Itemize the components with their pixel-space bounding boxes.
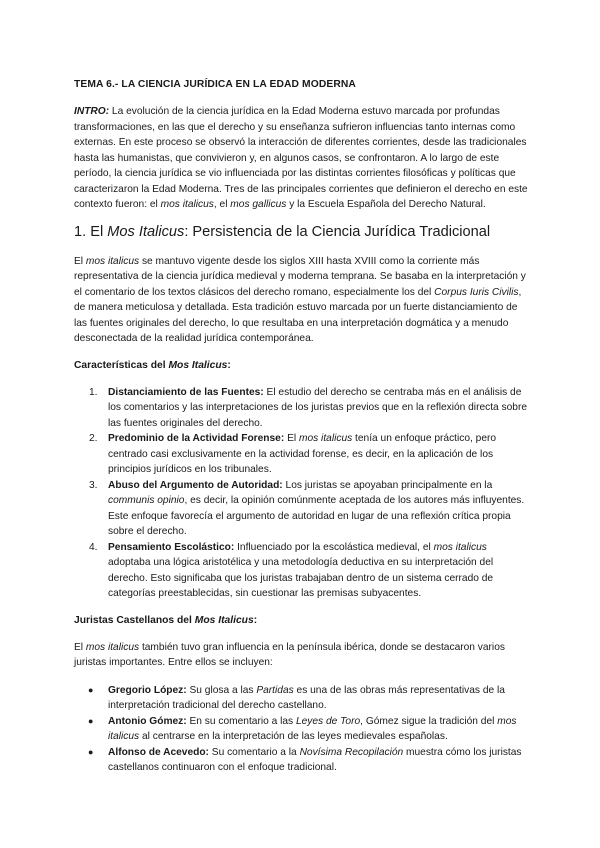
bullet-icon: ● [88,684,94,695]
bullet-icon: ● [88,715,94,726]
list-item: ● Alfonso de Acevedo: Su comentario a la Novísima Recopilación muestra cómo los juristas castellanos continuaron con el enfoque tradicional. [88,746,522,773]
list-item: 4. Pensamiento Escolástico: Influenciado por la escolástica medieval, el mos italicus adoptaba una lógica aristotélica y una metodología deductiva en su interpretación del derecho. Esto significaba que los juristas trabajaban dentro de un sistema cerrado de categorías preestablecidas, sin cuestionar las premisas subyacentes. [89,541,494,599]
list-item: ● Antonio Gómez: En su comentario a las Leyes de Toro, Gómez sigue la tradición del mos italicus al centrarse en la interpretación de las leyes medievales españolas. [88,715,517,742]
list-item: 2. Predominio de la Actividad Forense: El mos italicus tenía un enfoque práctico, pero centrado casi exclusivamente en la actividad forense, es decir, en la aplicación de los principios jurídicos en los tribunales. [89,433,497,475]
list-item: ● Gregorio López: Su glosa a las Partidas es una de las obras más representativas de la interpretación tradicional del derecho castellano. [88,684,505,711]
intro-label: INTRO: [74,106,110,117]
document-title: TEMA 6.- LA CIENCIA JURÍDICA EN LA EDAD MODERNA [74,79,356,90]
jurists-paragraph: El mos italicus también tuvo gran influencia en la península ibérica, donde se destacaron varios juristas importantes. Entre ellos se incluyen: [74,641,505,668]
characteristics-heading: Características del Mos Italicus: [74,359,231,371]
section-paragraph: El mos italicus se mantuvo vigente desde los siglos XIII hasta XVIII como la corriente más representativa de la ciencia jurídica medieval y moderna temprana. Se basaba en la interpretación y el comentario de los textos clásicos del derecho romano, especialmente los del Corpus Iuris Civilis, de manera meticulosa y detallada. Esta tradición estuvo marcada por un fuerte distanciamiento de las fuentes originales del derecho, lo que resultaba en una interpretación dogmática y a menudo desconectada de la realidad jurídica contemporánea. [74,255,526,344]
bullet-icon: ● [88,746,94,757]
intro-paragraph: INTRO: La evolución de la ciencia jurídica en la Edad Moderna estuvo marcada por profundas transformaciones, en las que el derecho y su enseñanza sufrieron influencias tanto internas como externas. En este proceso se observó la interacción de diferentes corrientes, desde las tradicionales hasta las humanistas, que convivieron y, en algunos casos, se confrontaron. A lo largo de este período, la ciencia jurídica se vio influenciada por las distintas corrientes filosóficas y políticas que caracterizaron la Edad Moderna. Tres de las principales corrientes que definieron el derecho en este contexto fueron: el mos italicus, el mos gallicus y la Escuela Española del Derecho Natural. [74,106,528,210]
jurists-heading: Juristas Castellanos del Mos Italicus: [74,614,258,626]
characteristics-list [74,385,529,602]
list-item: 1. Distanciamiento de las Fuentes: El estudio del derecho se centraba más en el análisis de los comentarios y las interpretaciones de los juristas previos que en la reflexión directa sobre las fuentes originales del derecho. [89,386,528,429]
jurists-list [74,683,529,776]
document-page [74,78,529,776]
section-heading: 1. El Mos Italicus: Persistencia de la Ciencia Jurídica Tradicional [74,223,491,240]
list-item: 3. Abuso del Argumento de Autoridad: Los juristas se apoyaban principalmente en la communis opinio, es decir, la opinión comúnmente aceptada de los autores más influyentes. Este enfoque favorecía el argumento de autoridad en lugar de una reflexión crítica propia sobre el derecho. [89,479,525,537]
